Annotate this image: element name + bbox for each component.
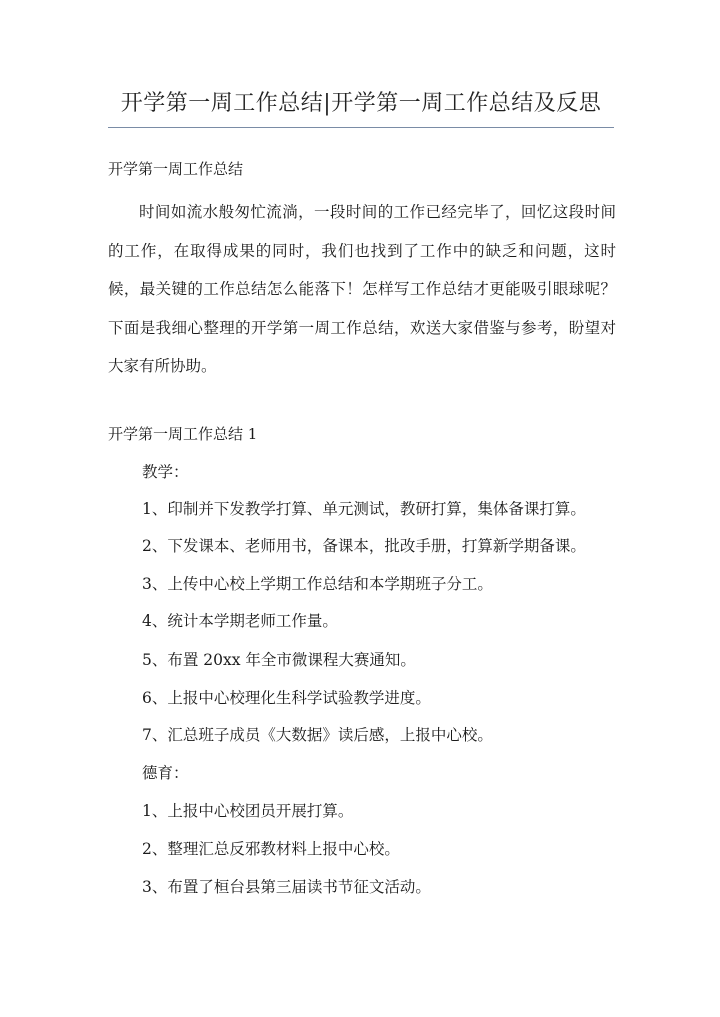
list-item: 2、整理汇总反邪教材料上报中心校。 (142, 840, 400, 858)
intro-paragraph (108, 193, 616, 386)
moral-label: 德育： (142, 764, 189, 782)
list-item: 7、汇总班子成员《大数据》读后感，上报中心校。 (142, 726, 493, 744)
list-item: 1、上报中心校团员开展打算。 (142, 802, 354, 820)
list-item: 2、下发课本、老师用书，备课本，批改手册，打算新学期备课。 (142, 537, 586, 555)
section-heading: 开学第一周工作总结 (108, 160, 244, 178)
list-item: 1、印制并下发教学打算、单元测试，教研打算，集体备课打算。 (142, 500, 586, 518)
intro-text: 时间如流水般匆忙流淌，一段时间的工作已经完毕了，回忆这段时间的工作，在取得成果的同时，我们也找到了工作中的缺乏和问题，这时候，最关键的工作总结怎么能落下！怎样写工作总结才更能吸引眼球呢？下面是我细心整理的开学第一周工作总结，欢送大家借鉴与参考，盼望对大家有所协助。 (108, 203, 616, 375)
list-item: 4、统计本学期老师工作量。 (142, 612, 338, 630)
title-divider (108, 127, 614, 128)
summary-1-heading: 开学第一周工作总结 1 (108, 425, 258, 443)
list-item: 5、布置 20xx 年全市微课程大赛通知。 (142, 651, 416, 669)
list-item: 6、上报中心校理化生科学试验教学进度。 (142, 689, 431, 707)
list-item: 3、布置了桓台县第三届读书节征文活动。 (142, 878, 431, 896)
document-title: 开学第一周工作总结|开学第一周工作总结及反思 (120, 91, 602, 116)
list-item: 3、上传中心校上学期工作总结和本学期班子分工。 (142, 575, 493, 593)
teaching-label: 教学： (142, 463, 189, 481)
